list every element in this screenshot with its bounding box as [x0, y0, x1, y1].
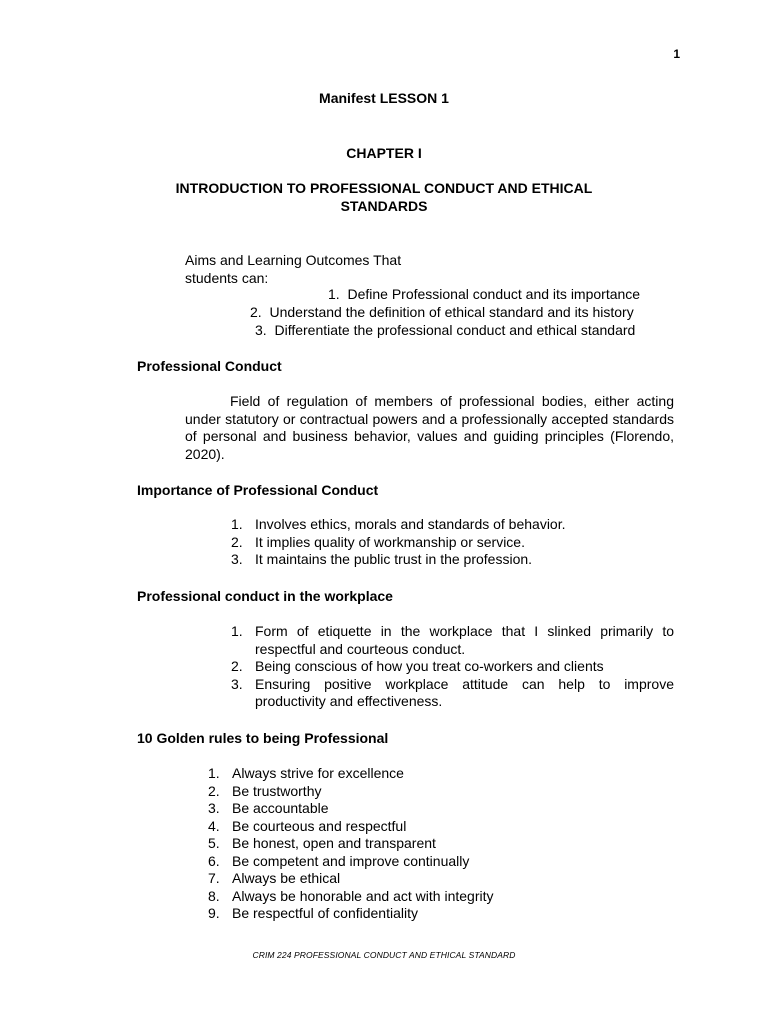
list-item — [231, 676, 674, 711]
list-item — [231, 658, 674, 676]
section-heading-golden-rules: 10 Golden rules to being Professional — [137, 730, 389, 746]
aims-item-number: 2. — [250, 304, 262, 320]
aims-item-text: Understand the definition of ethical standard and its history — [269, 304, 634, 320]
list-item-number: 1. — [231, 623, 243, 639]
section-heading-importance: Importance of Professional Conduct — [137, 482, 379, 498]
list-item-text: Involves ethics, morals and standards of behavior. — [255, 516, 566, 532]
aims-intro — [185, 251, 401, 287]
list-item-text: Be accountable — [232, 800, 329, 816]
list-item-text: Be competent and improve continually — [232, 852, 470, 869]
list-item-number: 3. — [231, 551, 243, 567]
list-item — [231, 516, 651, 534]
list-item — [208, 888, 628, 906]
aims-item-number: 1. — [328, 286, 340, 302]
aims-intro-line2: students can: — [185, 270, 269, 286]
aims-intro-line1: Aims and Learning Outcomes That — [185, 252, 402, 268]
golden-rules-list — [208, 765, 628, 923]
aims-item — [328, 285, 768, 303]
list-item-number: 1. — [231, 516, 243, 532]
aims-item-text: Define Professional conduct and its importance — [347, 286, 641, 302]
list-item-text: Be honest, open and transparent — [232, 835, 436, 851]
list-item-text: Ensuring positive workplace attitude can help to improve productivity and effectiveness. — [255, 675, 674, 709]
list-item-number: 1. — [208, 765, 220, 781]
page-number: 1 — [673, 47, 680, 61]
aims-item — [255, 321, 768, 339]
section-heading-workplace: Professional conduct in the workplace — [137, 588, 393, 604]
list-item-text: It maintains the public trust in the profession. — [255, 551, 533, 567]
list-item — [231, 623, 674, 658]
list-item-text: Form of etiquette in the workplace that I slinked primarily to respectful and courteous conduct. — [255, 623, 674, 657]
list-item — [208, 818, 628, 836]
chapter-subtitle: INTRODUCTION TO PROFESSIONAL CONDUCT AND ETHICAL STANDARDS — [175, 180, 593, 214]
list-item-number: 2. — [231, 658, 243, 674]
importance-list — [231, 516, 651, 569]
aims-item-text: Differentiate the professional conduct and ethical standard — [274, 322, 636, 338]
list-item-number: 3. — [231, 675, 243, 692]
list-item-number: 7. — [208, 870, 220, 886]
list-item-text: Be trustworthy — [232, 782, 322, 799]
list-item — [208, 765, 628, 783]
list-item — [231, 534, 651, 552]
page-footer: CRIM 224 PROFESSIONAL CONDUCT AND ETHICAL STANDARD — [252, 950, 516, 960]
list-item-number: 4. — [208, 817, 220, 834]
list-item-text: Always be ethical — [232, 870, 341, 886]
list-item-text: Being conscious of how you treat co-workers and clients — [255, 658, 604, 674]
list-item — [208, 905, 628, 923]
section-heading-professional-conduct: Professional Conduct — [137, 358, 282, 374]
list-item-number: 3. — [208, 800, 220, 816]
aims-item — [250, 303, 768, 321]
list-item — [208, 783, 628, 801]
lesson-title: Manifest LESSON 1 — [319, 90, 449, 106]
list-item-number: 2. — [208, 782, 220, 799]
list-item-number: 2. — [231, 533, 243, 550]
list-item-number: 5. — [208, 835, 220, 851]
list-item — [208, 835, 628, 853]
list-item-text: Always be honorable and act with integrity — [232, 887, 494, 904]
professional-conduct-paragraph: Field of regulation of members of professional bodies, either acting under statutory or contractual powers and a professionally accepted standards of personal and business behavior, values and guiding principles (Florendo, 2020). — [185, 393, 674, 462]
list-item-number: 8. — [208, 887, 220, 904]
list-item — [208, 853, 628, 871]
list-item — [231, 551, 651, 569]
list-item — [208, 870, 628, 888]
aims-item-number: 3. — [255, 322, 267, 338]
list-item-text: Be courteous and respectful — [232, 817, 407, 834]
list-item-text: It implies quality of workmanship or service. — [255, 533, 525, 550]
list-item-number: 6. — [208, 852, 220, 869]
list-item-text: Be respectful of confidentiality — [232, 905, 418, 921]
chapter-title: CHAPTER I — [346, 145, 422, 161]
list-item-number: 9. — [208, 905, 220, 921]
workplace-list — [231, 623, 674, 711]
list-item — [208, 800, 628, 818]
list-item-text: Always strive for excellence — [232, 765, 404, 781]
